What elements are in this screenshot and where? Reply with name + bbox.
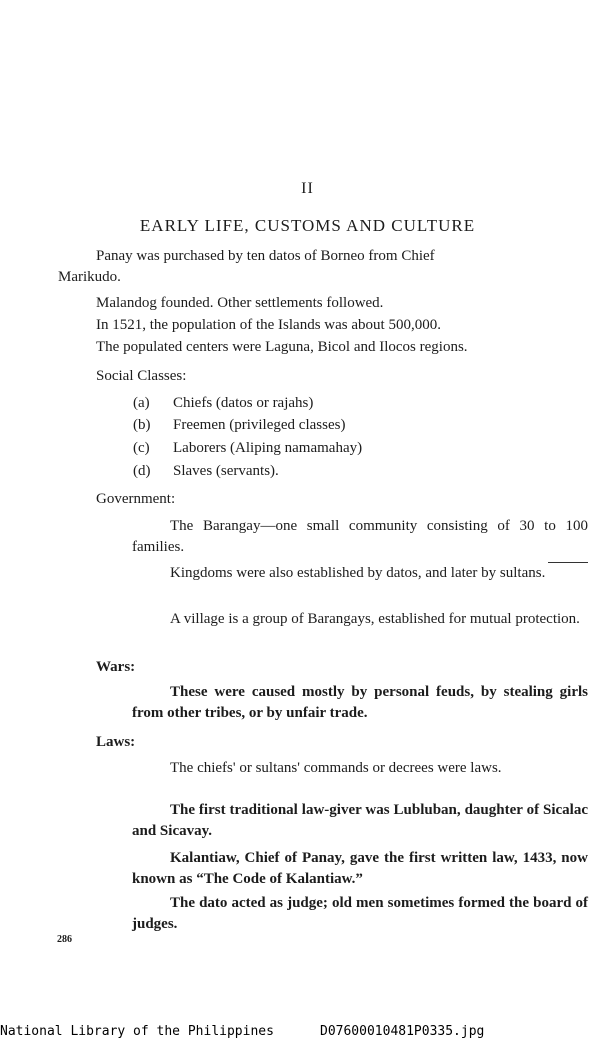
intro-line: Marikudo. [58, 269, 121, 285]
list-item-marker: (b) [133, 417, 151, 433]
section-heading-social-classes: Social Classes: [96, 368, 187, 384]
paragraph: Kalantiaw, Chief of Panay, gave the first written law, 1433, now known as “The Code of Kalantiaw.” [132, 850, 588, 887]
section-heading-laws: Laws: [96, 734, 136, 750]
list-item: Slaves (servants). [173, 463, 279, 479]
section-heading-government: Government: [96, 491, 176, 507]
chapter-number: II [301, 180, 314, 197]
list-item: Laborers (Aliping namamahay) [173, 440, 363, 456]
paragraph: The dato acted as judge; old men sometimes formed the board of judges. [132, 895, 588, 932]
list-item: Chiefs (datos or rajahs) [173, 395, 314, 411]
footer-filename: D07600010481P0335.jpg [320, 1024, 485, 1039]
page-number: 286 [57, 934, 72, 945]
chapter-title: EARLY LIFE, CUSTOMS AND CULTURE [139, 216, 476, 235]
paragraph: The chiefs' or sultans' commands or decrees were laws. [170, 760, 502, 776]
paragraph: A village is a group of Barangays, established for mutual protection. [170, 611, 580, 627]
section-heading-wars: Wars: [96, 659, 136, 675]
paragraph: Kingdoms were also established by datos, and later by sultans. [170, 565, 546, 581]
intro-line: The populated centers were Laguna, Bicol and Ilocos regions. [96, 339, 468, 355]
intro-line: Malandog founded. Other settlements followed. [96, 295, 384, 311]
text-overline-mark [548, 562, 588, 563]
list-item-marker: (d) [133, 463, 151, 479]
list-item-marker: (c) [133, 440, 150, 456]
paragraph: The Barangay—one small community consisting of 30 to 100 families. [132, 518, 588, 555]
intro-line: Panay was purchased by ten datos of Borneo from Chief [96, 248, 435, 264]
list-item: Freemen (privileged classes) [173, 417, 346, 433]
paragraph: These were caused mostly by personal feuds, by stealing girls from other tribes, or by unfair trade. [132, 684, 588, 721]
list-item-marker: (a) [133, 395, 150, 411]
paragraph: The first traditional law-giver was Lubluban, daughter of Sicalac and Sicavay. [132, 802, 588, 839]
intro-line: In 1521, the population of the Islands was about 500,000. [96, 317, 441, 333]
footer-source: National Library of the Philippines [0, 1024, 274, 1039]
